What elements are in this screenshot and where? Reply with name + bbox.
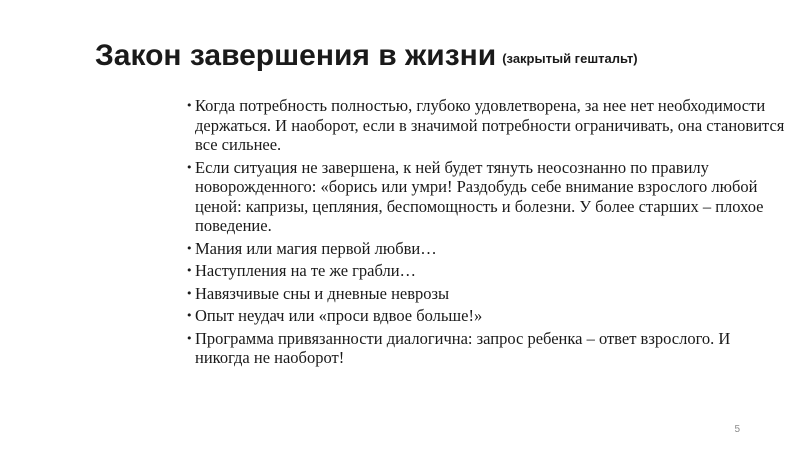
slide-subtitle: (закрытый гештальт)	[502, 51, 638, 66]
bullet-icon: •	[186, 309, 193, 322]
bullet-list	[186, 96, 786, 371]
bullet-icon: •	[186, 331, 193, 345]
bullet-text: Наступления на те же грабли…	[195, 261, 417, 280]
page-number: 5	[734, 424, 740, 435]
bullet-text: Программа привязанности диалогична: запрос ребенка – ответ взрослого. И никогда не наоборот!	[195, 328, 731, 367]
list-item	[186, 284, 786, 304]
bullet-text: Мания или магия первой любви…	[195, 238, 437, 258]
bullet-icon: •	[186, 99, 193, 112]
list-item	[186, 96, 786, 155]
list-item	[186, 239, 786, 259]
list-item	[186, 306, 786, 326]
slide-title-text: Закон завершения в жизни	[95, 39, 497, 72]
bullet-text: Когда потребность полностью, глубоко удовлетворена, за нее нет необходимости держаться. И наоборот, если в значимой потребности ограничивать, она становится все сильнее.	[195, 96, 785, 154]
list-item	[186, 158, 786, 236]
bullet-text: Опыт неудач или «проси вдвое больше!»	[195, 306, 483, 325]
bullet-text: Навязчивые сны и дневные неврозы	[195, 283, 450, 303]
list-item	[186, 261, 786, 281]
slide-title	[95, 36, 785, 79]
bullet-icon: •	[186, 241, 193, 255]
bullet-icon: •	[186, 264, 193, 277]
bullet-icon: •	[186, 286, 193, 300]
list-item	[186, 329, 786, 368]
bullet-text: Если ситуация не завершена, к ней будет тянуть неосознанно по правилу новорожденного: «борись или умри! Раздобудь себе внимание взрослого любой ценой: капризы, цепляния, беспомощность и болезни. У более старших – плохое поведение.	[195, 157, 764, 235]
bullet-icon: •	[186, 160, 193, 174]
